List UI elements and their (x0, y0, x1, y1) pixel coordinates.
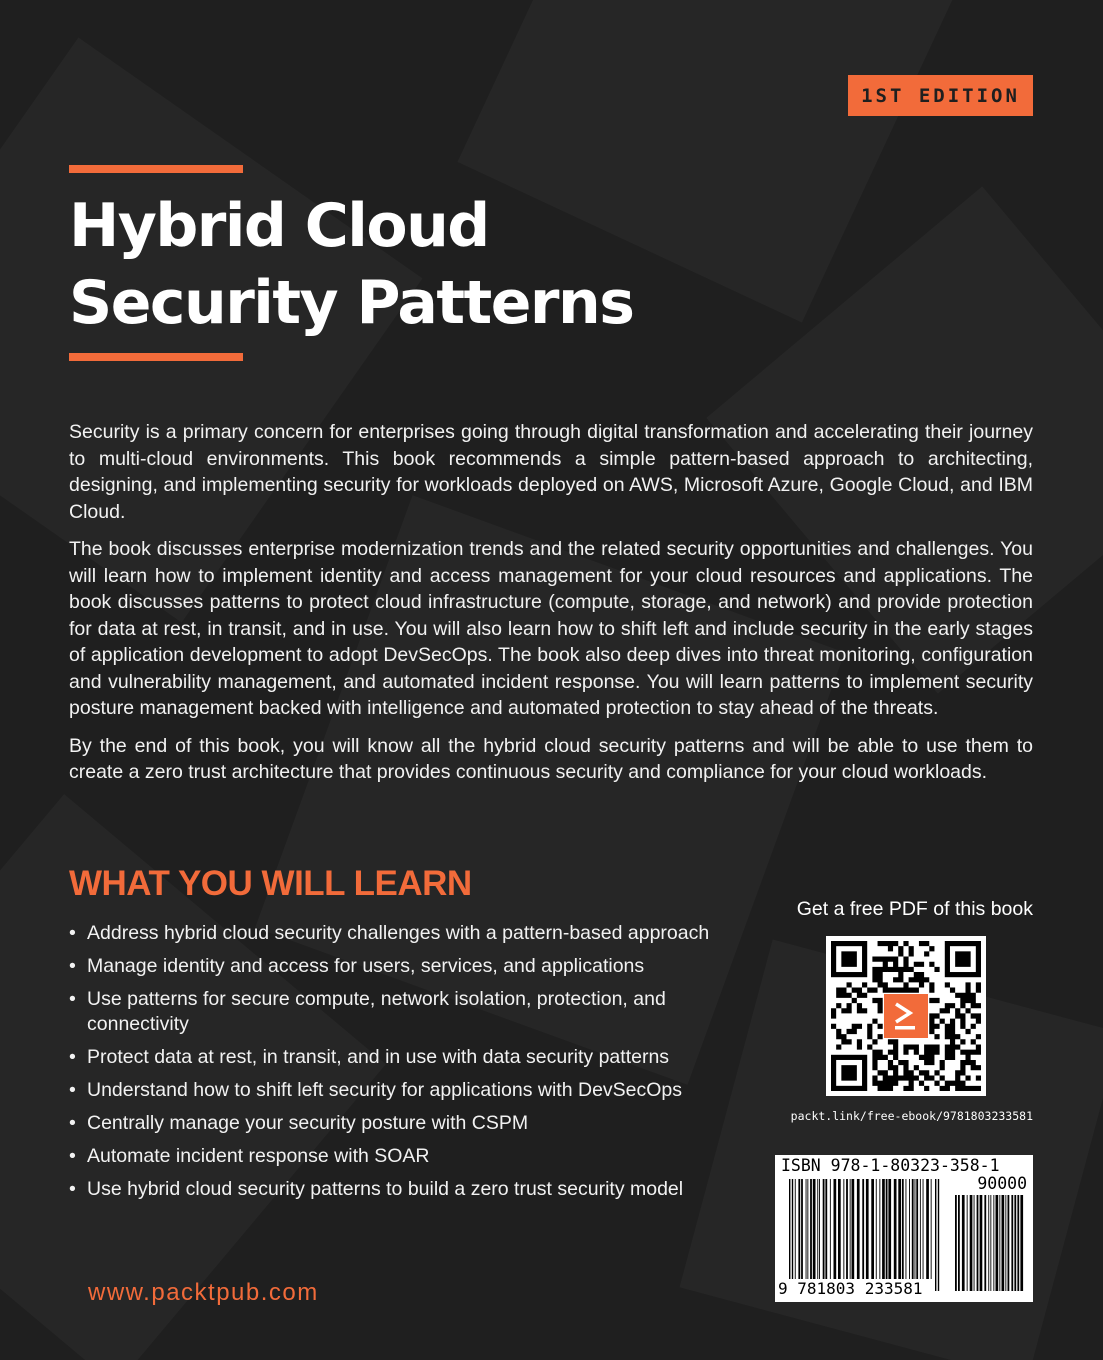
bullet-icon: • (69, 922, 76, 944)
learn-item: • Understand how to shift left security for applications with DevSecOps (69, 1078, 683, 1101)
learn-item: • Address hybrid cloud security challenges with a pattern-based approach (69, 922, 710, 944)
learn-item: • Use hybrid cloud security patterns to build a zero trust security model (69, 1177, 684, 1200)
bullet-icon: • (69, 1078, 76, 1101)
bullet-icon: • (69, 1111, 76, 1134)
publisher-website[interactable]: www.packtpub.com (88, 1279, 319, 1306)
description-paragraph: By the end of this book, you will know all the hybrid cloud security patterns and will be able to use them to create a zero trust architecture that provides continuous security and compliance for your cloud workloads. (69, 734, 1033, 783)
title-rule-bottom (69, 353, 243, 361)
learn-heading: WHAT YOU WILL LEARN (69, 864, 472, 903)
isbn-barcode (775, 1155, 1033, 1302)
book-title-line-2: Security Patterns (69, 268, 634, 338)
bullet-icon: • (69, 955, 76, 977)
packt-logo-icon (884, 994, 928, 1038)
learn-list (69, 921, 759, 1210)
description-paragraph: The book discusses enterprise modernization trends and the related security opportunities and challenges. You will learn how to implement identity and access management for your cloud resources and applications. The book discusses patterns to protect cloud infrastructure (compute, storage, and network) and provide protection for data at rest, in transit, and in use. You will also learn how to shift left and include security in the early stages of application development to adopt DevSecOps. The book also deep dives into threat monitoring, configuration and vulnerability management, and automated incident response. You will learn patterns to implement security posture management backed with intelligence and automated protection to stay ahead of the threats. (69, 538, 1033, 719)
bullet-icon: • (69, 1144, 76, 1167)
price-code: 90000 (977, 1174, 1027, 1193)
learn-item: • Manage identity and access for users, services, and applications (69, 955, 645, 977)
isbn-text: ISBN 978-1-80323-358-1 (781, 1156, 1000, 1175)
learn-item: • Automate incident response with SOAR (69, 1144, 430, 1167)
free-pdf-label: Get a free PDF of this book (796, 898, 1033, 920)
bullet-icon: • (69, 1177, 76, 1200)
book-title-line-1: Hybrid Cloud (69, 191, 489, 261)
description-paragraph: Security is a primary concern for enterprises going through digital transformation and accelerating their journey to multi-cloud environments. This book recommends a simple pattern-based approach to architecting, designing, and implementing security for workloads deployed on AWS, Microsoft Azure, Google Cloud, and IBM Cloud. (69, 421, 1033, 523)
edition-badge: 1ST EDITION (848, 75, 1033, 116)
qr-code-graphic (826, 936, 986, 1096)
qr-code-icon[interactable] (826, 936, 986, 1096)
free-pdf-link[interactable]: packt.link/free-ebook/9781803233581 (790, 1109, 1033, 1123)
learn-item: • Protect data at rest, in transit, and in use with data security patterns (69, 1045, 670, 1068)
learn-item: • Centrally manage your security posture with CSPM (69, 1111, 529, 1134)
ean-number: 9 781803 233581 (778, 1279, 923, 1298)
bullet-icon: • (69, 988, 76, 1010)
book-title (69, 188, 633, 342)
learn-item: • Use patterns for secure compute, network isolation, protection, and connectivity (69, 988, 666, 1035)
bullet-icon: • (69, 1045, 76, 1068)
book-description (69, 419, 1033, 797)
title-rule-top (69, 165, 243, 173)
